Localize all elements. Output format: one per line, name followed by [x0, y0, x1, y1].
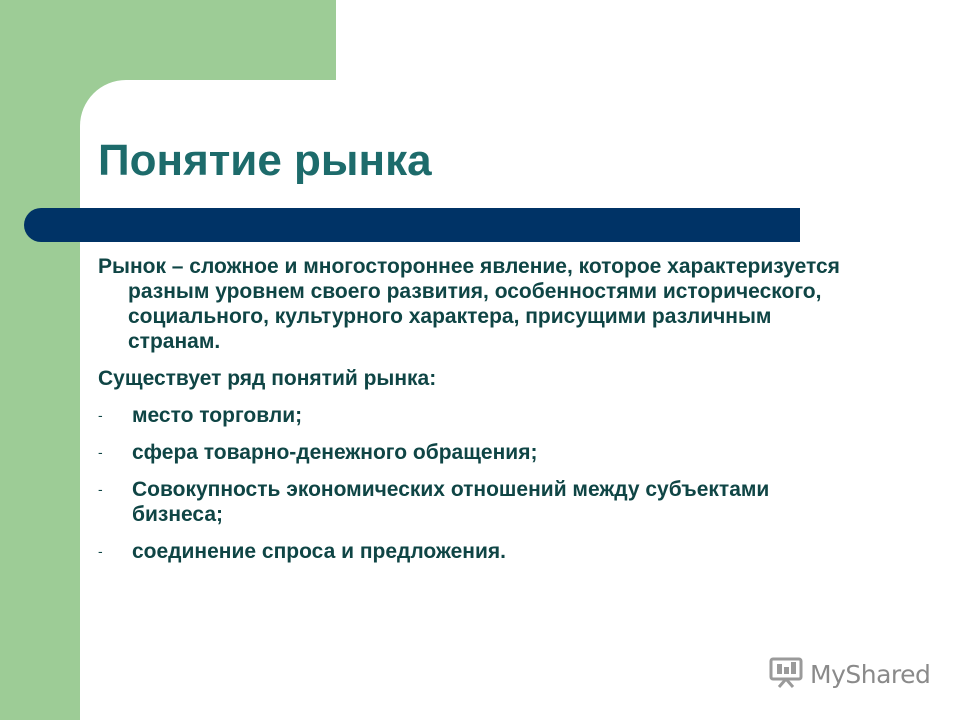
- list-item: [98, 440, 858, 465]
- slide-body: [98, 254, 858, 576]
- dash-bullet: -: [98, 543, 103, 559]
- list-item: [98, 477, 858, 527]
- list-item: [98, 539, 858, 564]
- concepts-intro: Существует ряд понятий рынка:: [98, 367, 437, 390]
- myshared-watermark: [768, 656, 930, 692]
- dash-bullet: -: [98, 407, 103, 423]
- list-item-text: место торговли;: [132, 404, 303, 427]
- definition-paragraph: Рынок – сложное и многостороннее явление, которое характеризуется разным уровнем своего развития, особенностями исторического, социального, культурного характера, присущими различным странам.: [98, 255, 840, 353]
- dash-bullet: -: [98, 481, 103, 497]
- dash-bullet: -: [98, 444, 103, 460]
- list-item: [98, 403, 858, 428]
- list-item-text: Совокупность экономических отношений между субъектами бизнеса;: [132, 478, 770, 526]
- slide-title: Понятие рынка: [98, 136, 432, 185]
- decorative-green-strip-left: [0, 0, 80, 720]
- title-underline-bar: [24, 208, 800, 242]
- list-item-text: сфера товарно-денежного обращения;: [132, 441, 538, 464]
- presentation-board-icon: [768, 656, 804, 693]
- watermark-text: MyShared: [810, 659, 931, 689]
- list-item-text: соединение спроса и предложения.: [132, 540, 506, 563]
